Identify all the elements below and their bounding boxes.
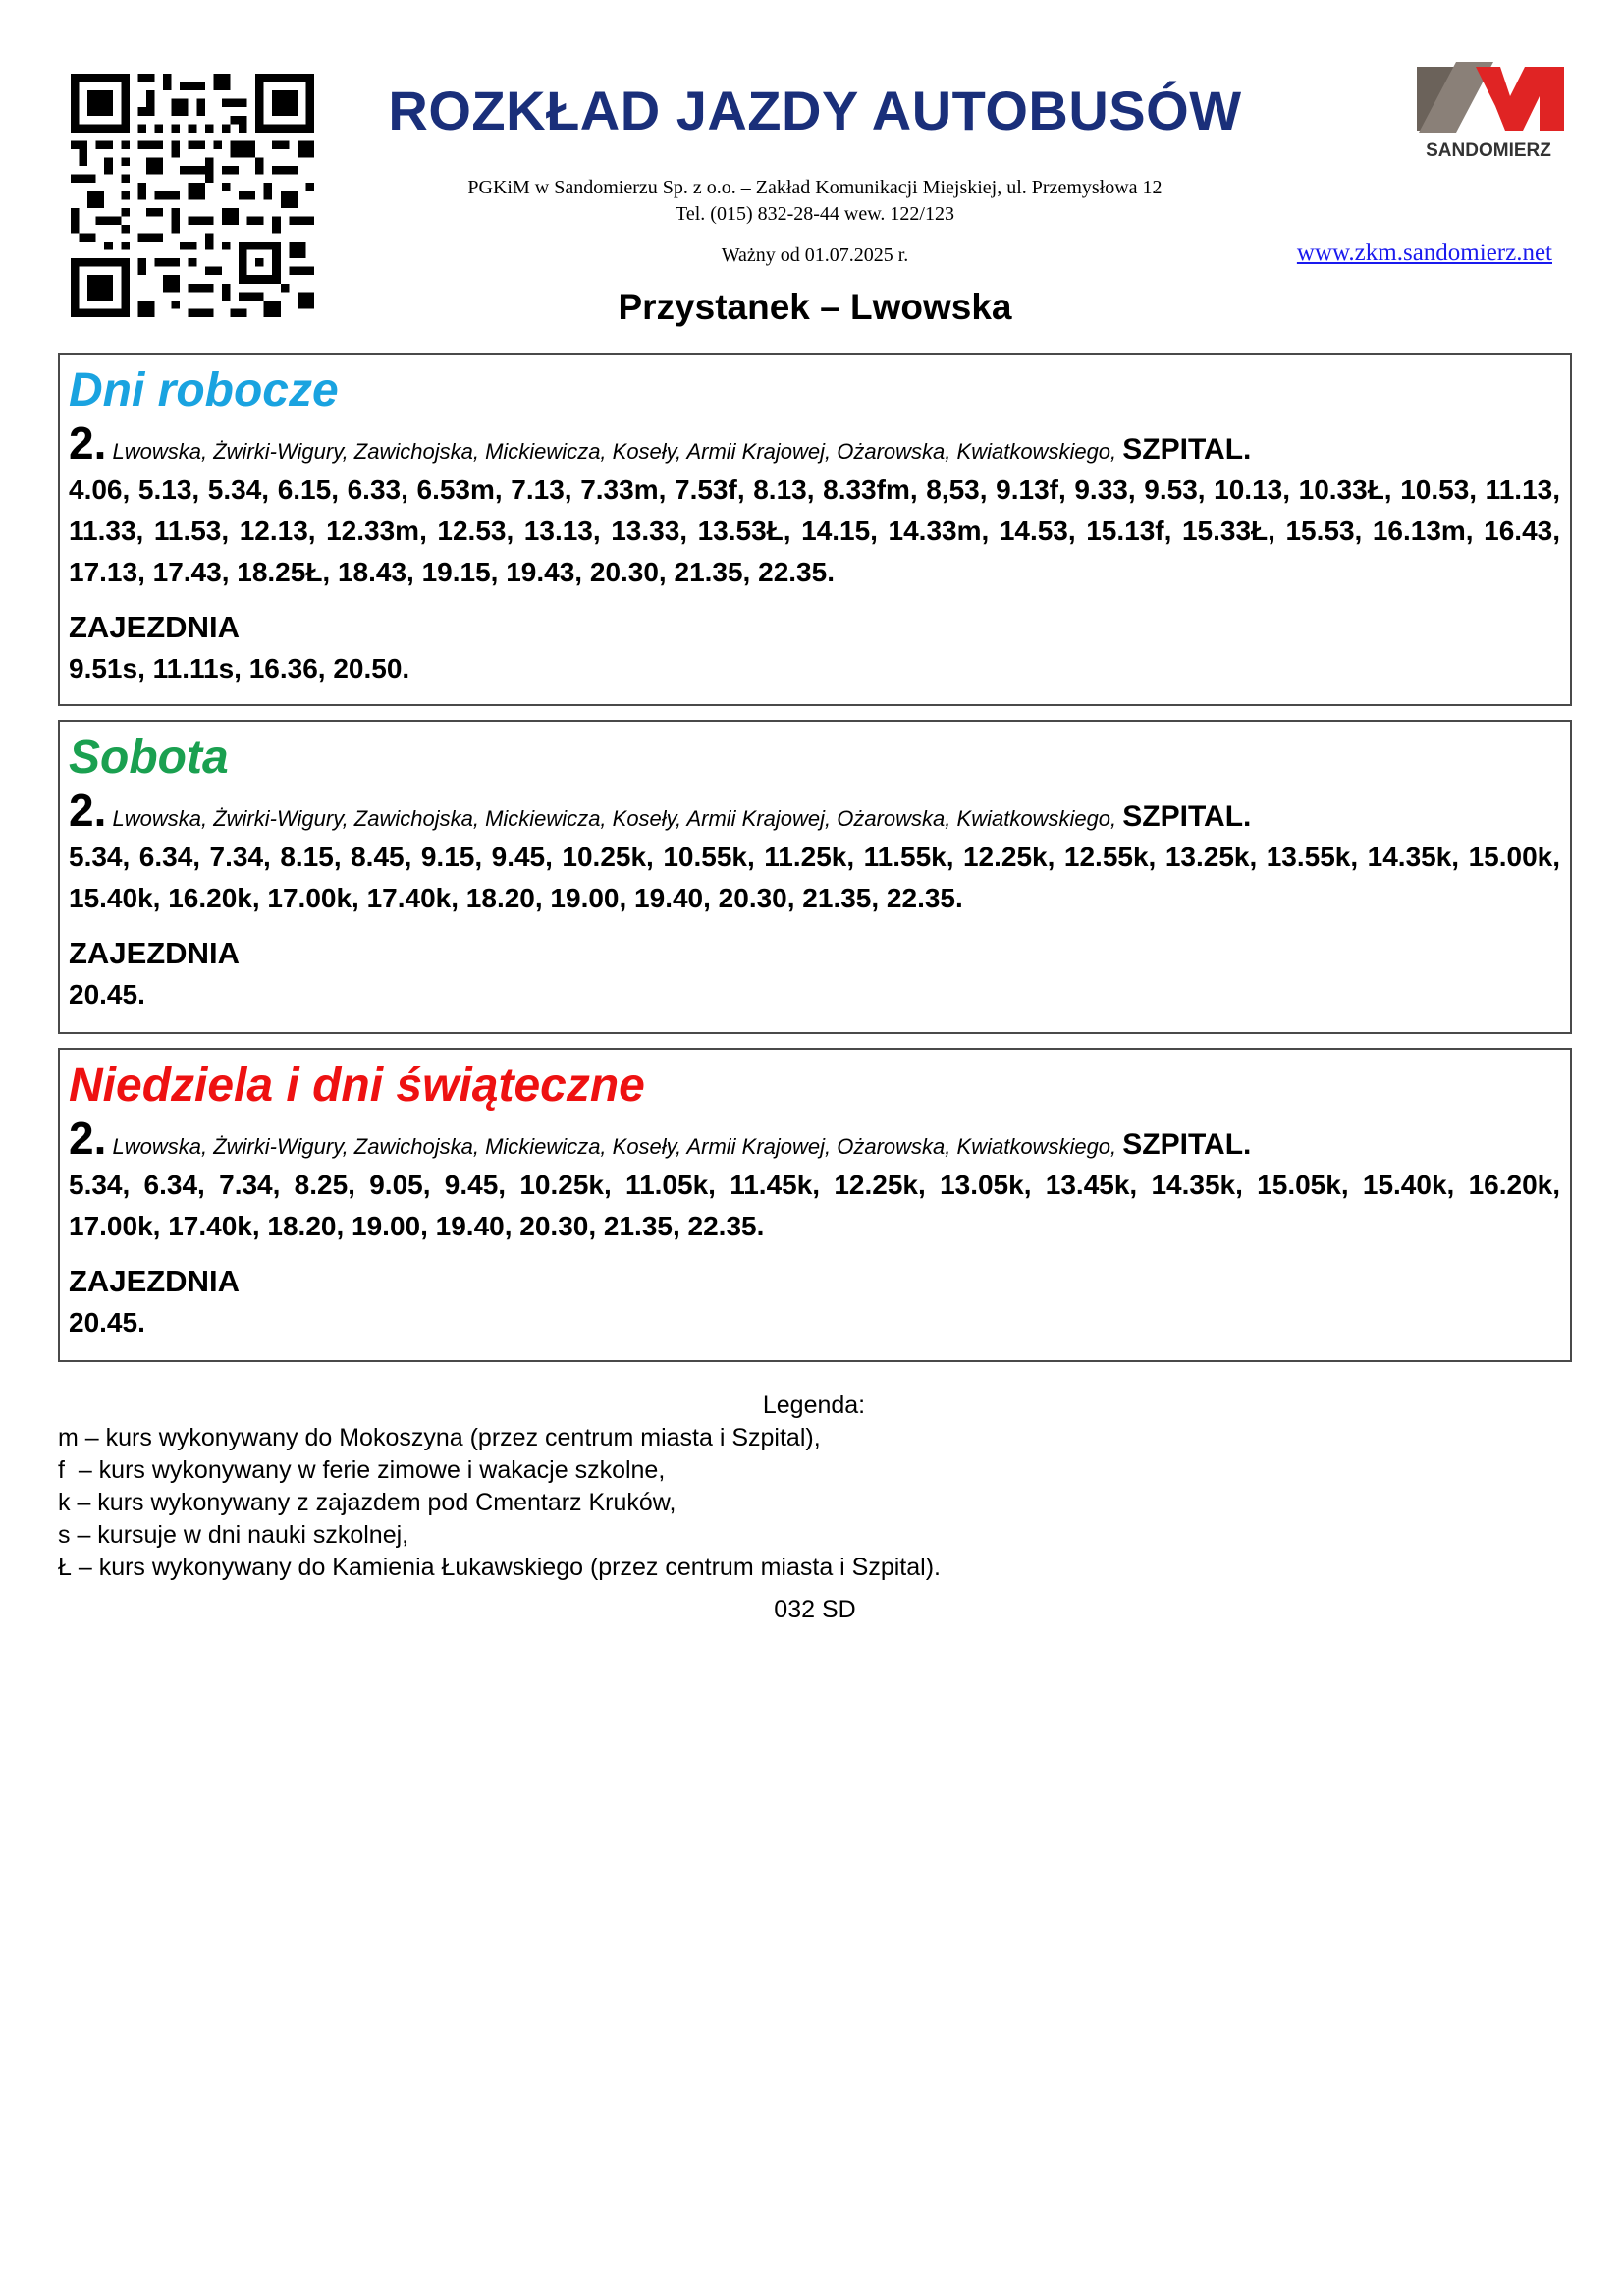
- legend-item: k – kurs wykonywany z zajazdem pod Cmentarz Kruków,: [58, 1489, 676, 1516]
- route-number: 2.: [69, 417, 107, 468]
- page-title: ROZKŁAD JAZDY AUTOBUSÓW: [388, 80, 1242, 141]
- depot-times: 20.45.: [69, 979, 145, 1010]
- depot-times: 9.51s, 11.11s, 16.36, 20.50.: [69, 653, 410, 683]
- route-line: [69, 787, 1560, 843]
- route-streets: Lwowska, Żwirki-Wigury, Zawichojska, Mickiewicza, Koseły, Armii Krajowej, Ożarowska, Kwiatkowskiego,: [112, 806, 1117, 831]
- route-number: 2.: [69, 785, 107, 836]
- footer-code: 032 SD: [774, 1596, 856, 1623]
- website-link[interactable]: www.zkm.sandomierz.net: [1296, 240, 1552, 266]
- company-address: PGKiM w Sandomierzu Sp. z o.o. – Zakład Komunikacji Miejskiej, ul. Przemysłowa 12: [467, 177, 1163, 198]
- section-title: Dni robocze: [69, 364, 339, 416]
- section-weekdays: [58, 353, 1572, 706]
- depot-label: ZAJEZDNIA: [69, 1264, 240, 1298]
- route-streets: Lwowska, Żwirki-Wigury, Zawichojska, Mickiewicza, Koseły, Armii Krajowej, Ożarowska, Kwiatkowskiego,: [112, 439, 1117, 464]
- valid-from: Ważny od 01.07.2025 r.: [721, 245, 909, 266]
- depot-label: ZAJEZDNIA: [69, 936, 240, 970]
- depot-times: 20.45.: [69, 1307, 145, 1338]
- departure-times: 5.34, 6.34, 7.34, 8.15, 8.45, 9.15, 9.45, 10.25k, 10.55k, 11.25k, 11.55k, 12.25k, 12.55k, 13.25k, 13.55k, 14.35k, 15.00k, 15.40k, 16.20k, 17.00k, 17.40k, 18.20, 19.00, 19.40, 20.30, 21.35, 22.35.: [69, 842, 1560, 913]
- departure-times: 4.06, 5.13, 5.34, 6.15, 6.33, 6.53m, 7.13, 7.33m, 7.53f, 8.13, 8.33fm, 8,53, 9.13f, 9.33, 9.53, 10.13, 10.33Ł, 10.53, 11.13, 11.33, 11.53, 12.13, 12.33m, 12.53, 13.13, 13.33, 13.53Ł, 14.15, 14.33m, 14.53, 15.13f, 15.33Ł, 15.53, 16.13m, 16.43, 17.13, 17.43, 18.25Ł, 18.43, 19.15, 19.43, 20.30, 21.35, 22.35.: [69, 474, 1560, 587]
- legend-title: Legenda:: [762, 1392, 866, 1419]
- section-saturday: [58, 720, 1572, 1034]
- legend: [58, 1390, 1570, 1584]
- route-line: [69, 419, 1560, 475]
- company-info: [324, 175, 1306, 228]
- legend-item: Ł – kurs wykonywany do Kamienia Łukawskiego (przez centrum miasta i Szpital).: [58, 1554, 941, 1581]
- section-sunday: [58, 1048, 1572, 1362]
- legend-item: s – kursuje w dni nauki szkolnej,: [58, 1521, 409, 1549]
- qr-code: [71, 74, 314, 317]
- route-destination: SZPITAL.: [1122, 433, 1252, 465]
- route-destination: SZPITAL.: [1122, 800, 1252, 833]
- legend-item: f – kurs wykonywany w ferie zimowe i wakacje szkolne,: [58, 1456, 666, 1484]
- stop-name: Przystanek – Lwowska: [618, 287, 1012, 327]
- company-phone: Tel. (015) 832-28-44 wew. 122/123: [676, 203, 954, 225]
- section-title: Sobota: [69, 732, 229, 784]
- route-line: [69, 1115, 1560, 1171]
- departure-times: 5.34, 6.34, 7.34, 8.25, 9.05, 9.45, 10.25k, 11.05k, 11.45k, 12.25k, 13.05k, 13.45k, 14.35k, 15.05k, 15.40k, 16.20k, 17.00k, 17.40k, 18.20, 19.00, 19.40, 20.30, 21.35, 22.35.: [69, 1170, 1560, 1241]
- route-destination: SZPITAL.: [1122, 1128, 1252, 1161]
- depot-label: ZAJEZDNIA: [69, 610, 240, 644]
- route-number: 2.: [69, 1113, 107, 1164]
- logo-text: SANDOMIERZ: [1426, 140, 1551, 161]
- legend-item: m – kurs wykonywany do Mokoszyna (przez centrum miasta i Szpital),: [58, 1424, 821, 1451]
- route-streets: Lwowska, Żwirki-Wigury, Zawichojska, Mickiewicza, Koseły, Armii Krajowej, Ożarowska, Kwiatkowskiego,: [112, 1134, 1117, 1159]
- section-title: Niedziela i dni świąteczne: [69, 1060, 645, 1112]
